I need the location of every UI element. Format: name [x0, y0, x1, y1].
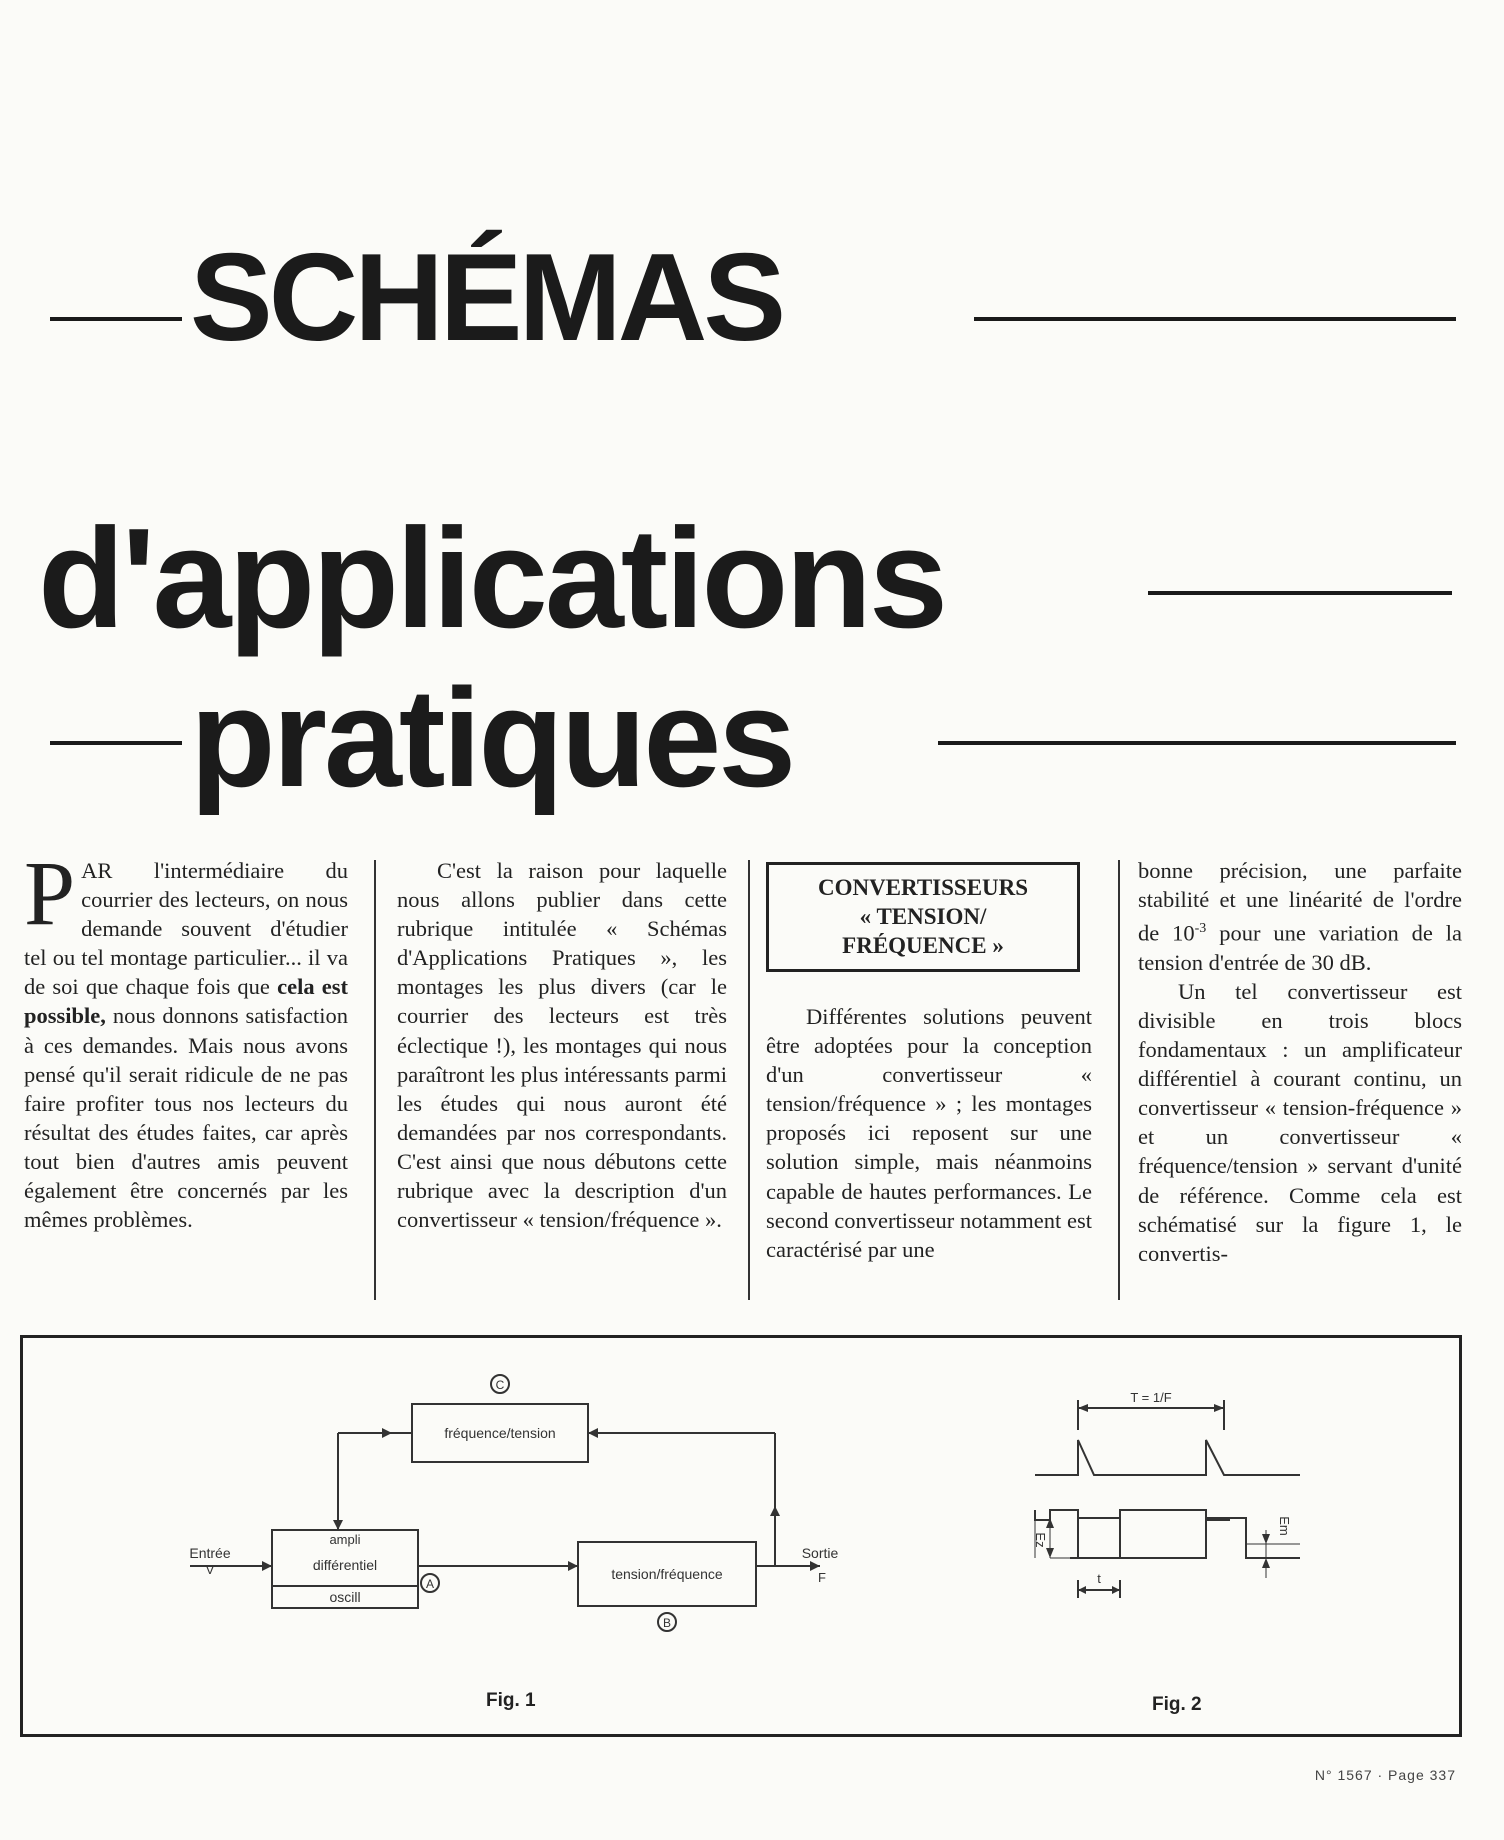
col1-bold: cela est possible,	[24, 974, 348, 1029]
col2-text: C'est la raison pour laquelle nous allons publier dans cette rubrique intitulée « Schémas d'Applications Pratiques », les montages les plus divers (car le courrier des lecteurs est très éclectique !), les montages qui nous paraîtront les plus intéressants parmi les études qui nous auront été demandées par nos correspondants. C'est ainsi que nous débutons cette rubrique avec la description d'un convertisseur « tension/fréquence ».	[397, 858, 727, 1233]
column-3	[766, 1002, 1092, 1264]
col4-p1b: pour une variation de la tension d'entrée de 30 dB.	[1138, 920, 1462, 975]
fig1-amp-label-1: ampli	[329, 1532, 361, 1547]
fig1-input-label: Entrée	[189, 1545, 231, 1561]
fig2-diagram	[1030, 1380, 1420, 1670]
col3-text: Différentes solutions peuvent être adoptées pour la conception d'un convertisseur « tension/fréquence » ; les montages proposés ici reposent sur une solution simple, mais néanmoins capable de hautes performances. Le second convertisseur notamment est caractérisé par une	[766, 1004, 1092, 1262]
title-rule-left-1	[50, 317, 182, 321]
heading-line-3: FRÉQUENCE »	[842, 933, 1004, 958]
fig1-osc-label: oscill	[329, 1589, 361, 1605]
fig1-diagram	[180, 1370, 880, 1640]
heading-line-2: « TENSION/	[859, 904, 987, 929]
fig1-amp-label-2: différentiel	[312, 1557, 378, 1573]
section-heading-box	[766, 862, 1080, 972]
fig1-input-var: V	[205, 1562, 215, 1577]
fig2-square-wave	[1035, 1510, 1230, 1558]
fig1-block-c-label: fréquence/tension	[444, 1425, 556, 1441]
title-rule-right-2	[1148, 591, 1452, 595]
fig2-em-label: Em	[1277, 1516, 1292, 1536]
fig1-marker-c: C	[495, 1378, 505, 1392]
column-divider-3	[1118, 860, 1120, 1300]
col1-lead: AR l'intermédiaire du courrier des lecteurs, on nous demande souvent d'étudier tel ou tel montage particulier... il va de soi que chaque fois que	[24, 858, 348, 1000]
fig2-caption: Fig. 2	[1152, 1694, 1202, 1715]
fig1-marker-b: B	[662, 1616, 672, 1630]
fig1-marker-a: A	[425, 1577, 435, 1591]
title-rule-right-1	[974, 317, 1456, 321]
title-line-2: d'applications	[38, 499, 946, 658]
fig1-block-b-label: tension/fréquence	[611, 1566, 723, 1582]
title-line-1: SCHÉMAS	[190, 229, 783, 367]
drop-cap: P	[24, 842, 76, 944]
column-divider-2	[748, 860, 750, 1300]
col4-p1a: bonne précision, une parfaite stabilité et une linéarité de l'ordre de 10	[1138, 858, 1462, 946]
fig2-ez-label: Ez	[1033, 1532, 1048, 1548]
col4-p1-exponent: -3	[1194, 921, 1207, 937]
column-2	[397, 856, 727, 1234]
col4-p2: Un tel convertisseur est divisible en trois blocs fondamentaux : un amplificateur différentiel à courant continu, un convertisseur « tension-fréquence » et un convertisseur « fréquence/tension » servant d'unité de référence. Comme cela est schématisé sur la figure 1, le convertis-	[1138, 978, 1462, 1266]
fig1-caption: Fig. 1	[486, 1690, 536, 1711]
column-4	[1138, 856, 1462, 1268]
fig2-pulse-train	[1035, 1440, 1300, 1475]
heading-line-1: CONVERTISSEURS	[817, 875, 1029, 900]
page-folio: N° 1567 · Page 337	[1314, 1767, 1456, 1783]
column-divider-1	[374, 860, 376, 1300]
column-1	[24, 842, 348, 1234]
fig2-t-label: t	[1097, 1571, 1101, 1586]
fig1-output-var: F	[818, 1570, 826, 1585]
title-rule-right-3	[938, 741, 1456, 745]
fig1-output-label: Sortie	[801, 1545, 839, 1561]
title-rule-left-3	[50, 741, 182, 745]
col1-rest: nous donnons satisfaction à ces demandes. Mais nous avons pensé qu'il serait ridicule de ne pas faire profiter tous nos lecteurs du résultat des études faites, car après tout bien d'autres amis peuvent également être concernés par les mêmes problèmes.	[24, 1003, 348, 1233]
fig2-period-label: T = 1/F	[1130, 1390, 1172, 1405]
title-line-3: pratiques	[190, 659, 794, 816]
